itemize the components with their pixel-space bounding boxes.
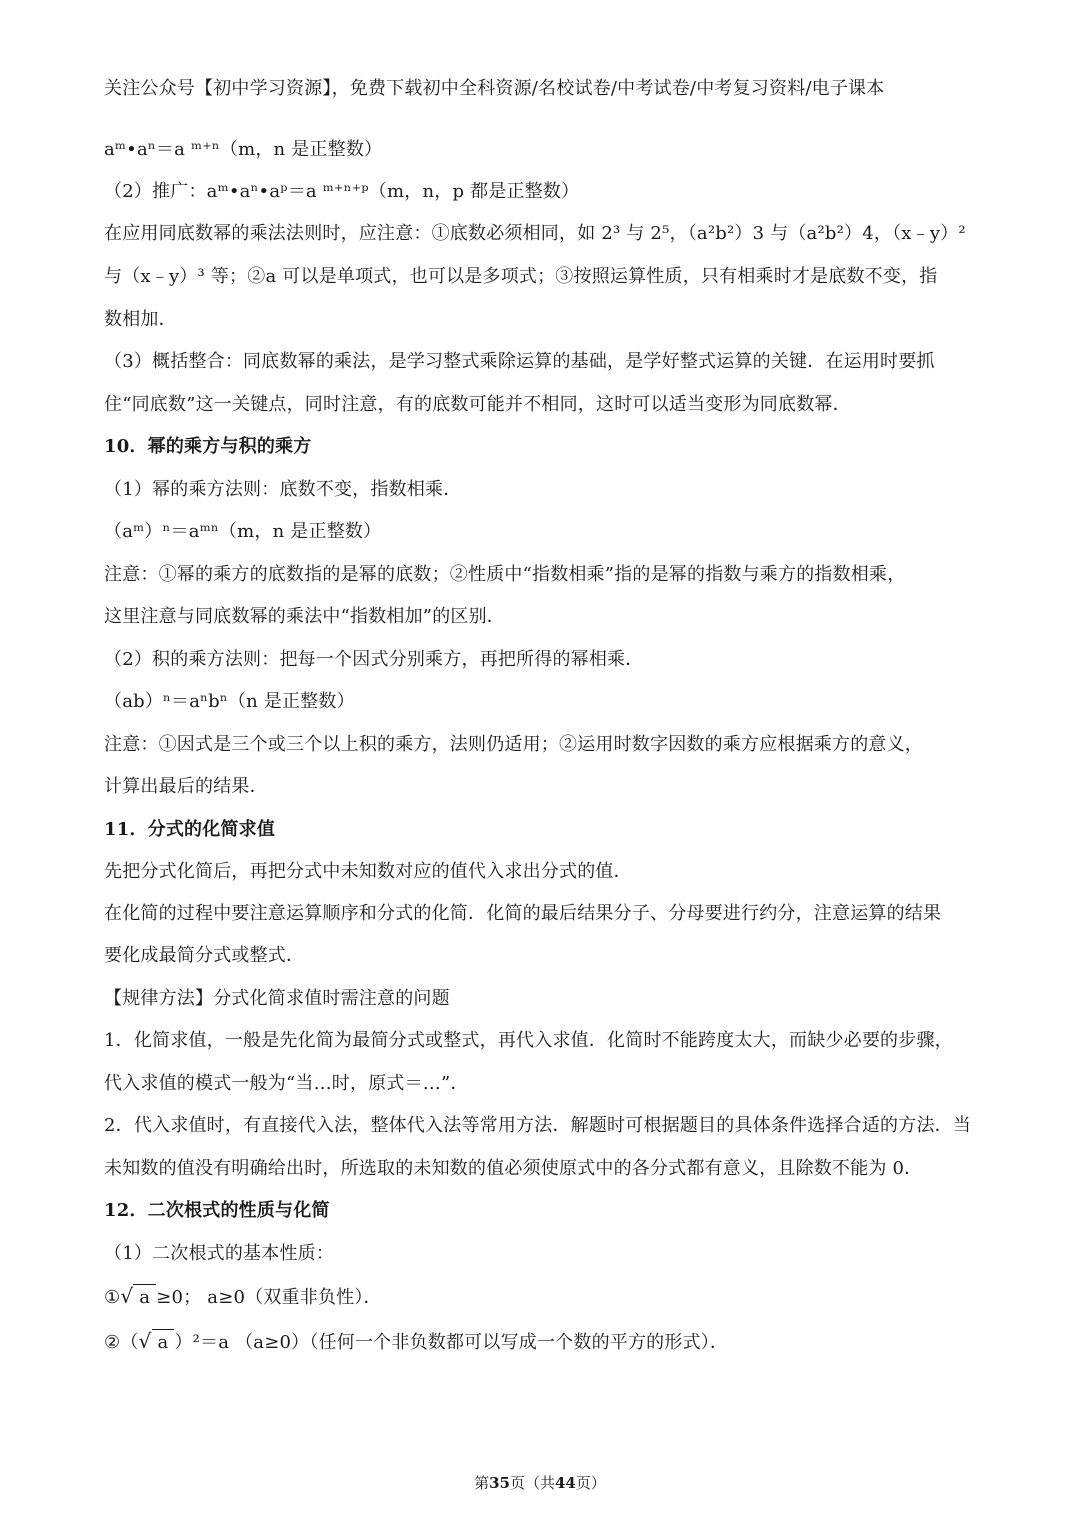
page-total: 44 bbox=[555, 1474, 576, 1492]
text-line: 要化成最简分式或整式． bbox=[104, 945, 305, 966]
text-line: （2）积的乘方法则：把每一个因式分别乘方，再把所得的幂相乘． bbox=[104, 649, 644, 670]
text-line: （aᵐ）ⁿ＝aᵐⁿ（m，n 是正整数） bbox=[104, 521, 382, 542]
square-root bbox=[120, 1283, 156, 1311]
text-line: （1）幂的乘方法则：底数不变，指数相乘． bbox=[104, 479, 462, 500]
text-line: 住“同底数”这一关键点，同时注意，有的底数可能并不相同，这时可以适当变形为同底数幂． bbox=[104, 394, 851, 415]
formula-text: ）²＝a （a≥0）（任何一个非负数都可以写成一个数的平方的形式）． bbox=[174, 1332, 729, 1353]
text-line: 计算出最后的结果． bbox=[104, 776, 268, 797]
text-line: （3）概括整合：同底数幂的乘法，是学习整式乘除运算的基础，是学好整式运算的关键．在运用时要抓 bbox=[104, 351, 935, 372]
page-footer bbox=[0, 1472, 1080, 1493]
text-line: 数相加． bbox=[104, 309, 177, 330]
text-line: 在应用同底数幂的乘法法则时，应注意：①底数必须相同，如 2³ 与 2⁵，（a²b²）3 与（a²b²）4，（x﹣y）² bbox=[104, 223, 966, 244]
header-notice: 关注公众号【初中学习资源】，免费下载初中全科资源/名校试卷/中考试卷/中考复习资料/电子课本 bbox=[104, 78, 885, 99]
radicand: a bbox=[133, 1284, 156, 1311]
radical-sign-icon: √ bbox=[138, 1329, 152, 1353]
section-heading: 12．二次根式的性质与化简 bbox=[104, 1200, 330, 1221]
text-line: 未知数的值没有明确给出时，所选取的未知数的值必须使原式中的各分式都有意义，且除数不能为 0． bbox=[104, 1158, 923, 1179]
text-line: 在化简的过程中要注意运算顺序和分式的化简．化简的最后结果分子、分母要进行约分，注意运算的结果 bbox=[104, 903, 942, 924]
footer-text: 页（共 bbox=[509, 1474, 555, 1492]
radicand: a bbox=[152, 1329, 175, 1356]
text-line: 这里注意与同底数幂的乘法中“指数相加”的区别． bbox=[104, 606, 506, 627]
sqrt-property-2 bbox=[104, 1328, 980, 1356]
text-line: 注意：①因式是三个或三个以上积的乘方，法则仍适用；②运用时数字因数的乘方应根据乘方的意义， bbox=[104, 734, 923, 755]
radical-sign-icon: √ bbox=[120, 1284, 134, 1308]
text-line: （2）推广：aᵐ•aⁿ•aᵖ＝a ᵐ⁺ⁿ⁺ᵖ（m，n，p 都是正整数） bbox=[104, 181, 580, 202]
list-marker: ②（ bbox=[104, 1332, 139, 1353]
footer-text: 第 bbox=[474, 1474, 490, 1492]
text-line: 代入求值的模式一般为“当…时，原式＝…”． bbox=[104, 1073, 469, 1094]
text-line: 2．代入求值时，有直接代入法，整体代入法等常用方法．解题时可根据题目的具体条件选择合适的方法．当 bbox=[104, 1115, 972, 1136]
section-heading: 11．分式的化简求值 bbox=[104, 819, 276, 840]
text-line: 【规律方法】分式化简求值时需注意的问题 bbox=[104, 988, 450, 1009]
text-line: （1）二次根式的基本性质： bbox=[104, 1243, 335, 1264]
square-root bbox=[139, 1328, 175, 1356]
formula-text: ≥0； a≥0（双重非负性）． bbox=[156, 1287, 382, 1308]
list-marker: ① bbox=[104, 1287, 121, 1308]
text-line: （ab）ⁿ＝aⁿbⁿ（n 是正整数） bbox=[104, 691, 355, 712]
text-line: 注意：①幂的乘方的底数指的是幂的底数；②性质中“指数相乘”指的是幂的指数与乘方的指数相乘， bbox=[104, 564, 906, 585]
sqrt-property-1 bbox=[104, 1283, 980, 1311]
page-number: 35 bbox=[489, 1474, 510, 1492]
text-line: 1．化简求值，一般是先化简为最简分式或整式，再代入求值．化简时不能跨度太大，而缺少必要的步骤， bbox=[104, 1030, 953, 1051]
text-line: aᵐ•aⁿ＝a ᵐ⁺ⁿ（m，n 是正整数） bbox=[104, 139, 383, 160]
footer-text: 页） bbox=[575, 1474, 606, 1492]
text-line: 先把分式化简后，再把分式中未知数对应的值代入求出分式的值． bbox=[104, 861, 632, 882]
text-line: 与（x﹣y）³ 等；②a 可以是单项式，也可以是多项式；③按照运算性质，只有相乘时才是底数不变，指 bbox=[104, 266, 938, 287]
section-heading: 10．幂的乘方与积的乘方 bbox=[104, 436, 312, 457]
